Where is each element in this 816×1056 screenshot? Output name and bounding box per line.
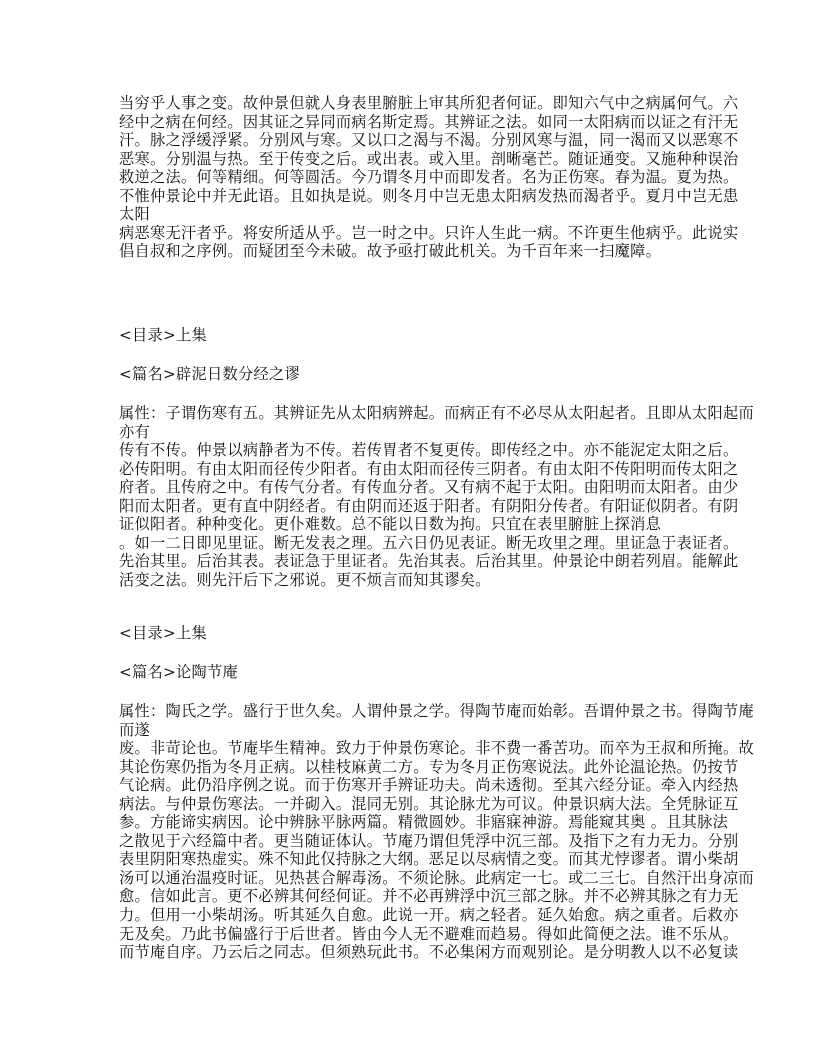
text-line: 必传阳明。有由太阳而径传少阳者。有由太阳而径传三阴者。有由太阳不传阳明而传太阳之	[119, 459, 739, 478]
text-line: 活变之法。则先汗后下之邪说。更不烦言而知其谬矣。	[119, 570, 491, 589]
text-line: 不惟仲景论中并无此语。且如执是说。则冬月中岂无患太阳病发热而渴者乎。夏月中岂无患	[119, 186, 739, 205]
text-line: 倡自叔和之序例。而疑团至今未破。故予亟打破此机关。为千百年来一扫魔障。	[119, 242, 662, 261]
text-line: 亦有	[119, 422, 150, 441]
text-line: 先治其里。后治其表。表证急于里证者。先治其表。后治其里。仲景论中朗若列眉。能解此	[119, 552, 739, 571]
section-2-catalog	[119, 326, 719, 345]
text-line: 。如一二日即见里证。断无发表之理。五六日仍见表证。断无攻里之理。里证急于表证者。	[119, 533, 739, 552]
chapter-title: <篇名>论陶节庵	[119, 663, 238, 681]
chapter-title: <篇名>辟泥日数分经之谬	[119, 365, 300, 383]
text-line: 愈。信如此言。更不必辨其何经何证。并不必再辨浮中沉三部之脉。并不必辨其脉之有力无	[119, 887, 739, 906]
section-3-title	[119, 663, 719, 682]
text-line: 无及矣。乃此书偏盛行于后世者。皆由今人无不避难而趋易。得如此简便之法。谁不乐从。	[119, 924, 739, 943]
text-line: 阳而太阳者。更有直中阴经者。有由阴而还返于阳者。有阴阳分传者。有阳证似阴者。有阴	[119, 496, 739, 515]
catalog-heading: <目录>上集	[119, 624, 208, 642]
section-3-catalog	[119, 624, 719, 643]
text-line: 而遂	[119, 720, 150, 739]
text-line: 府者。且传府之中。有传气分者。有传血分者。又有病不起于太阳。由阳明而太阳者。由少	[119, 478, 739, 497]
text-line: 属性：子谓伤寒有五。其辨证先从太阳病辨起。而病正有不必尽从太阳起者。且即从太阳起而	[119, 404, 754, 422]
text-line: 传有不传。仲景以病静者为不传。若传胃者不复更传。即传经之中。亦不能泥定太阳之后。	[119, 441, 739, 460]
text-line: 恶寒。分别温与热。至于传变之后。或出表。或入里。剖晰毫芒。随证通变。又施种种误治	[119, 149, 739, 168]
text-line: 汤可以通治温疫时证。见热甚合解毒汤。不须论脉。此病定一七。或二三七。自然汗出身凉而	[119, 868, 754, 887]
section-3-body	[119, 702, 754, 962]
text-line: 经中之病在何经。因其证之异同而病名斯定焉。其辨证之法。如同一太阳病而以证之有汗无	[119, 112, 739, 131]
text-line: 汗。脉之浮缓浮紧。分别风与寒。又以口之渴与不渴。分别风寒与温，同一渴而又以恶寒不	[119, 131, 739, 150]
text-line: 而节庵自序。乃云后之同志。但须熟玩此书。不必集闲方而观别论。是分明教人以不必复读	[119, 943, 739, 962]
text-line: 气论病。此仍沿序例之说。而于伤寒开手辨证功夫。尚未透彻。至其六经分证。牵入内经热	[119, 776, 739, 795]
text-line: 当穷乎人事之变。故仲景但就人身表里腑脏上审其所犯者何证。即知六气中之病属何气。六	[119, 94, 739, 112]
text-line: 太阳	[119, 205, 150, 224]
text-line: 之散见于六经篇中者。更当随证体认。节庵乃谓但凭浮中沉三部。及指下之有力无力。分别	[119, 831, 739, 850]
catalog-heading: <目录>上集	[119, 326, 208, 344]
text-line: 废。非苛论也。节庵毕生精神。致力于仲景伤寒论。非不费一番苦功。而卒为王叔和所掩。故	[119, 739, 754, 758]
text-line: 表里阴阳寒热虚实。殊不知此仅持脉之大纲。恶足以尽病情之变。而其尤悖谬者。谓小柴胡	[119, 850, 739, 869]
section-2-body	[119, 404, 754, 589]
text-line: 其论伤寒仍指为冬月正病。以桂枝麻黄二方。专为冬月正伤寒说法。此外论温论热。仍按节	[119, 757, 739, 776]
text-line: 救逆之法。何等精细。何等圆活。今乃谓冬月中而即发者。名为正伤寒。春为温。夏为热。	[119, 168, 739, 187]
section-1-body	[119, 94, 739, 261]
text-line: 病法。与仲景伤寒法。一并砌入。混同无别。其论脉尤为可议。仲景识病大法。全凭脉证互	[119, 794, 739, 813]
section-2-title	[119, 365, 719, 384]
text-line: 力。但用一小柴胡汤。听其延久自愈。此说一开。病之轻者。延久始愈。病之重者。后救亦	[119, 906, 739, 925]
text-line: 属性：陶氏之学。盛行于世久矣。人谓仲景之学。得陶节庵而始彰。吾谓仲景之书。得陶节庵	[119, 702, 754, 720]
text-line: 参。方能谛实病因。论中辨脉平脉两篇。精微圆妙。非寤寐神游。焉能窥其奥 。且其脉法	[119, 813, 729, 832]
text-line: 证似阳者。种种变化。更仆难数。总不能以日数为拘。只宜在表里腑脏上探消息	[119, 515, 662, 534]
text-line: 病恶寒无汗者乎。将安所适从乎。岂一时之中。只许人生此一病。不许更生他病乎。此说实	[119, 223, 739, 242]
